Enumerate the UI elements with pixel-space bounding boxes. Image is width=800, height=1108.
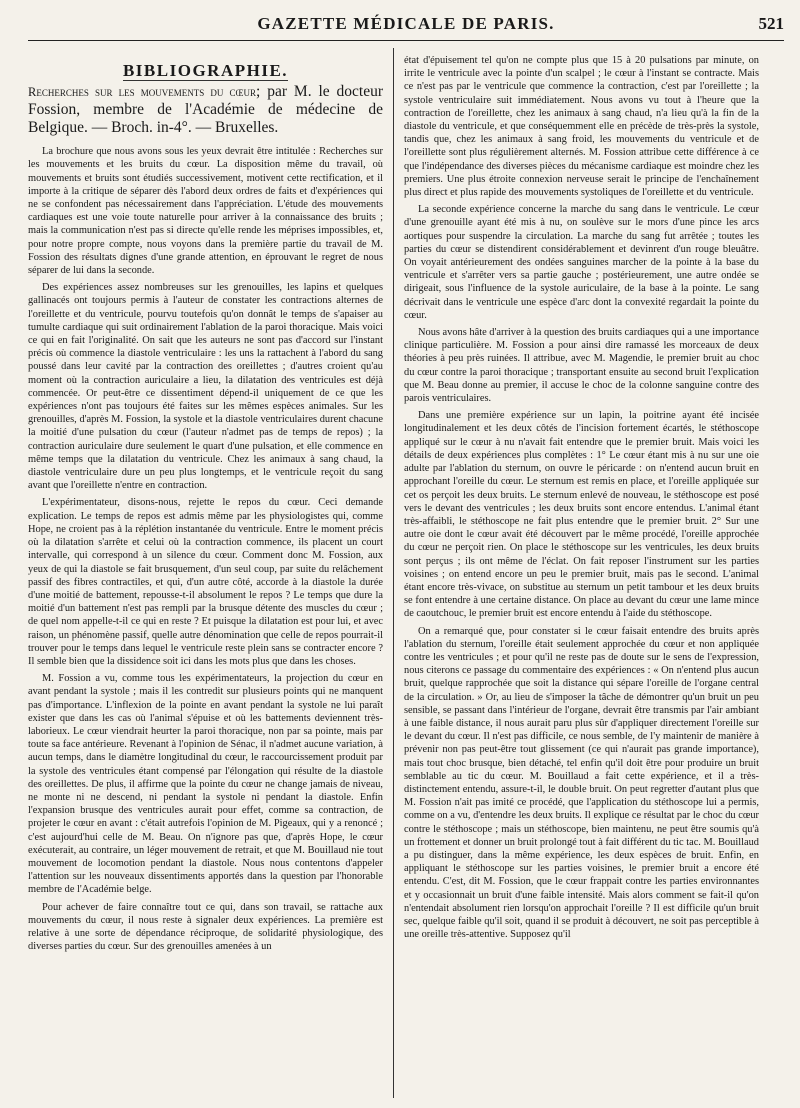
journal-title: GAZETTE MÉDICALE DE PARIS.: [257, 14, 555, 33]
paragraph: On a remarqué que, pour constater si le cœur faisait entendre des bruits après l'ablation du sternum, l'oreille était seulement approchée du cœur et non appliquée contre les ventricules ; et pour qu'il ne reste pas de doute sur le sens de l'expression, nous citerons ce passage du commentaire des expériences : « On n'entend plus aucun bruit, quelque rapprochée que soit la distance qui sépare l'oreille de l'organe central de la circulation. » Or, au lieu de s'imposer la tâche de démontrer qu'un bruit un peu sensible, se passant dans l'intérieur de l'organe, devrait être transmis par l'air ambiant à une faible distance, il nous aurait paru plus sûr d'appliquer directement l'oreille sur le devant du cœur. Il n'est pas difficile, ce nous semble, de l'y maintenir de manière à prévenir non pas peut-être tout glissement (ce qui n'aurait pas grande importance), mais tout choc brusque, bien détaché, tel enfin qu'il doit être pour produire un bruit semblable au tic du cœur. M. Bouillaud a fait cette expérience, et il a très-distinctement entendu, assure-t-il, le double bruit. On peut regretter d'autant plus que M. Fossion n'ait pas imité ce procédé, que l'application du stéthoscope lui a permis, comme on a vu, d'entendre les deux bruits. Il explique ce résultat par le choc du cœur contre le stéthoscope ; mais un stéthoscope, bien maintenu, ne peut être soumis qu'à un frottement et donner un bruit prolongé tout à fait différent du tic tac. M. Bouillaud a pu distinguer, dans la même expérience, les deux espèces de bruit. Enfin, en appliquant le stéthoscope sur les parties voisines, le premier bruit a encore été entendu. C'est, dit M. Fossion, que le cœur frappait contre les parties environnantes et y occasionnait un bruit d'une faible intensité. Mais alors comment se fait-il qu'on n'entendait absolument rien lorsqu'on approchait l'oreille ? Il est difficile qu'un bruit sec, quelque faible qu'il soit, quand il se produit à découvert, ne soit pas perceptible à une oreille très-attentive. Supposez qu'il: [404, 625, 759, 941]
paragraph: état d'épuisement tel qu'on ne compte plus que 15 à 20 pulsations par minute, on irrite le ventricule avec la pointe d'un scalpel ; le cœur à l'instant se contracte. Mais ce n'est pas par le ventricule que commence la contraction, c'est par l'oreillette ; la systole ventriculaire suit immédiatement. Nous avons vu tout à l'heure que la contraction de l'oreillette, chez les animaux à sang chaud, n'a lieu qu'à la fin de la diastole du ventricule, et que conséquemment elle en précède de très-près la systole, tandis que, chez les animaux à sang froid, les mouvements du ventricule et de l'oreillette sont plus régulièrement alternés. M. Fossion attribue cette différence à ce que l'indépendance des diverses pièces du mécanisme cardiaque est moindre chez les premiers. Une plus étroite connexion nerveuse serait le principe de l'enchaînement plus direct et plus rapide des mouvements systoliques de l'oreillette et du ventricule.: [404, 55, 759, 199]
left-column: [28, 54, 393, 1098]
paragraph: L'expérimentateur, disons-nous, rejette le repos du cœur. Ceci demande explication. Le temps de repos est admis même par les physiologistes qui, comme Hope, ne croient pas à la réplétion instantanée du ventricule. Entre le moment précis où la dilatation s'arrête et celui où la contraction commence, ils placent un court intervalle, qui correspond à un silence du cœur. Comment donc M. Fossion, aux yeux de qui la diastole se fait brusquement, d'un seul coup, par suite du relâchement passif des fibres contractiles, et qui, d'un autre côté, accorde à la diastole la durée d'une moitié de battement, repousse-t-il absolument le repos ? Le temps que dure la moitié d'un battement n'est pas rempli par la brusque détente des muscles du cœur ; de quel nom appelle-t-il ce qui en reste ? Et puisque la dilatation est pour lui, et avec raison, un phénomène passif, quelle autre dénomination que celle de repos pourrait-il trouver pour le temps dans lequel le ventricule reste plein sans se contracter encore ? Il semble bien que la dissidence soit ici dans les mots plus que dans les choses.: [28, 497, 383, 667]
text-columns: [28, 54, 786, 1098]
review-title-head: Recherches sur les mouvements du cœur: [28, 85, 257, 100]
paragraph: Des expériences assez nombreuses sur les grenouilles, les lapins et quelques gallinacés ont toujours permis à l'auteur de constater les contractions alternes de l'oreillette et du ventricule, pourvu toutefois qu'on donnât le temps de s'apaiser au tumulte cardiaque qui suit ordinairement l'ablation de la paroi thoracique. Mais voici ce qui en fait l'originalité. On sait que les auteurs ne sont pas d'accord sur l'instant précis où commence la diastole ventriculaire : les uns la rattachent à l'abord du sang poussé dans leur cavité par la contraction des oreillettes ; d'autres croient qu'au moment où la contraction auriculaire a lieu, la dilatation des ventricules est déjà commencée. Or peut-être ce dissentiment dépend-il uniquement de ce que les expériences n'ont pas toujours été faites sur les mêmes espèces animales. Sur les grenouilles, d'après M. Fossion, la systole et la diastole ventriculaires durent chacune la moitié d'une pulsation du cœur (l'auteur n'admet pas de temps de repos) ; la contraction auriculaire dure seulement le quart d'une pulsation, et elle commence en même temps que la dilatation du ventricule. Chez les animaux à sang chaud, la diastole ventriculaire dure un peu plus longtemps, et le ventricule reçoit du sang avant que l'oreillette n'entre en contraction.: [28, 282, 383, 492]
paragraph: Dans une première expérience sur un lapin, la poitrine ayant été incisée longitudinalement et les deux côtés de l'incision fortement écartés, le stéthoscope appliqué sur le cœur à nu n'avait fait entendre que le premier bruit. Mais voici les détails de deux expériences plus complètes : 1° Le cœur étant mis à nu sur une oie adulte par l'ablation du sternum, on ouvre le péricarde : on n'entend aucun bruit en approchant l'oreille du cœur. Le sternum est remis en place, et l'oreille appliquée sur cet os perçoit les deux bruits. Le sternum enlevé de nouveau, le stéthoscope est posé vers le devant des ventricules ; les deux bruits sont encore entendus. L'animal étant très-affaibli, le stéthoscope ne fait plus entendre que le premier bruit. 2° Sur une autre oie dont le cœur avait été découvert par le même procédé, l'oreille approchée du cœur ne perçoit rien. On place le stéthoscope sur les ventricules, les deux bruits sont perçus ; ils ont même de l'éclat. On fait reposer l'instrument sur les parties voisines ; on entend encore un peu le premier bruit, mais pas le second. L'animal étant encore très-vivace, on substitue au sternum un petit tambour et les deux bruits se font entendre à une certaine distance. On place au devant du cœur une lame mince de caoutchouc, le premier bruit est encore entendu à l'aide du stéthoscope.: [404, 410, 759, 620]
paragraph: La seconde expérience concerne la marche du sang dans le ventricule. Le cœur d'une grenouille ayant été mis à nu, on soulève sur le mors d'une pince les arcs aortiques pour suspendre la circulation. La marche du sang fut arrêtée ; toutes les parties du cœur se distendirent considérablement et devinrent d'un rouge bleuâtre. On voyait antérieurement des ondées sanguines marcher de la pointe à la base du ventricule et s'arrêter vers sa partie gauche ; postérieurement, une autre ondée se dirigeait, sous l'influence de la systole auriculaire, de la base à la pointe. Le sang décrivait dans le ventricule une espèce d'arc dont la convexité regardait la pointe du cœur.: [404, 204, 759, 321]
page-header: [28, 0, 784, 41]
paragraph: M. Fossion a vu, comme tous les expérimentateurs, la projection du cœur en avant pendant la systole ; mais il les contredit sur plusieurs points qui ne manquent pas d'importance. L'inflexion de la pointe en avant pendant la systole ne lui paraît exister que dans les cas où l'animal s'épuise et où les battements deviennent très-laborieux. Le cœur viendrait heurter la paroi thoracique, non par sa pointe, mais par toute sa face antérieure. Revenant à l'opinion de Sénac, il n'admet aucune variation, à aucun temps, dans le diamètre longitudinal du cœur, le raccourcissement produit par la systole des ventricules étant compensé par l'élongation qui résulte de la diastole des oreillettes. De plus, il affirme que la pointe du cœur ne change jamais de niveau, ne monte ni ne descend, ni pendant la systole ni pendant la diastole. Enfin l'expansion brusque des ventricules aurait pour effet, comme sa contraction, de projeter le cœur en avant : c'était autrefois l'opinion de M. Pigeaux, qui y a renoncé ; c'est aujourd'hui celle de M. Beau. On n'ignore pas que, d'après Hope, le cœur exécuterait, au contraire, un léger mouvement de retrait, et que M. Bouillaud nie tout mouvement de locomotion pendant la diastole. Nous nous contentons d'appeler l'attention sur les nouveaux dissentiments apportés dans la question par l'honorable membre de l'Académie belge.: [28, 673, 383, 896]
review-title-rest: ; par M. le docteur Fossion, membre de l'Académie de médecine de Belgique. — Broch. in-4°. — Bruxelles.: [28, 83, 384, 137]
paragraph: La brochure que nous avons sous les yeux devrait être intitulée : Recherches sur les mouvements et les bruits du cœur. La disposition même du travail, où mouvements et bruits sont étudiés successivement, motivent cette rectification, et il importe à la critique de séparer dès l'abord deux ordres de faits et d'expériences qui ne se confondent pas nécessairement dans l'appréciation. L'étude des mouvements cardiaques est une voie toute naturelle pour arriver à la connaissance des bruits ; mais la communication n'est pas si directe qu'elle rende les méprises impossibles, et, pour notre propre compte, nous voyons dans la première partie du travail de M. Fossion des résultats dignes d'une grande attention, en éprouvant le regret de nous séparer de lui dans la seconde.: [28, 146, 383, 277]
right-column: [394, 54, 759, 1098]
paragraph: Pour achever de faire connaître tout ce qui, dans son travail, se rattache aux mouvements du cœur, il nous reste à signaler deux expériences. La première est relative à une sorte de dépendance réciproque, de solidarité physiologique, des diverses parties du cœur. Sur des grenouilles amenées à un: [28, 901, 383, 953]
paragraph: Nous avons hâte d'arriver à la question des bruits cardiaques qui a une importance clinique particulière. M. Fossion a pour ainsi dire ramassé les morceaux de deux théories à peu près ruinées. Il attribue, avec M. Magendie, le premier bruit au choc du cœur contre la paroi thoracique ; transportant ensuite au second bruit l'explication que M. Beau donne au premier, il accuse le choc de la colonne sanguine contre des parois ventriculaires.: [404, 327, 759, 405]
section-title: BIBLIOGRAPHIE.: [122, 61, 289, 80]
review-title: [28, 83, 383, 137]
page-number: 521: [758, 14, 784, 33]
